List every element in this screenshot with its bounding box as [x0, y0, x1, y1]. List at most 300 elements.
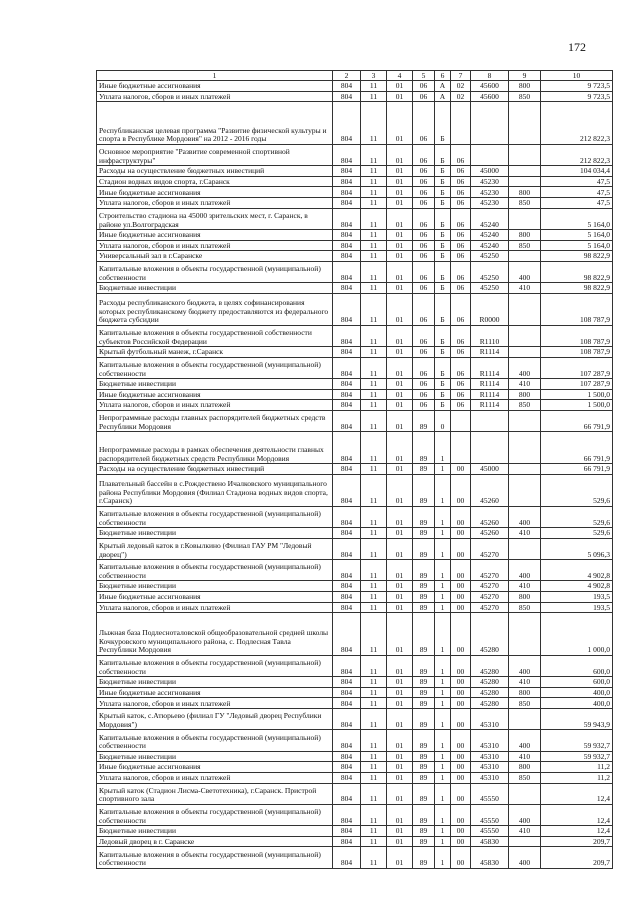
- cell-expense-type: 800: [509, 591, 541, 602]
- cell-subsection: 01: [387, 187, 413, 198]
- table-row: [97, 751, 613, 762]
- cell-section: 11: [361, 826, 387, 837]
- cell-program: 89: [413, 506, 435, 527]
- row-name: Капитальные вложения в объекты государственной (муниципальной) собственности: [97, 804, 333, 825]
- cell-subsection: 01: [387, 804, 413, 825]
- cell-activity: 00: [451, 602, 471, 613]
- cell-program: 89: [413, 591, 435, 602]
- cell-section: 11: [361, 251, 387, 262]
- cell-program: 89: [413, 687, 435, 698]
- cell-direction: 45280: [471, 677, 509, 688]
- cell-gov-code: 804: [333, 187, 361, 198]
- cell-subsection: 01: [387, 847, 413, 868]
- cell-subprogram: Б: [435, 325, 451, 346]
- cell-direction: 45310: [471, 709, 509, 730]
- cell-amount: 209,7: [541, 836, 613, 847]
- header-col-1: 1: [97, 71, 333, 81]
- cell-amount: 209,7: [541, 847, 613, 868]
- cell-expense-type: 410: [509, 283, 541, 294]
- cell-activity: 00: [451, 847, 471, 868]
- cell-section: 11: [361, 240, 387, 251]
- cell-subsection: 01: [387, 400, 413, 411]
- cell-section: 11: [361, 198, 387, 209]
- cell-program: 89: [413, 581, 435, 592]
- cell-direction: 45310: [471, 751, 509, 762]
- cell-section: 11: [361, 208, 387, 229]
- cell-subsection: 01: [387, 687, 413, 698]
- row-name: Иные бюджетные ассигнования: [97, 389, 333, 400]
- cell-section: 11: [361, 261, 387, 282]
- cell-expense-type: [509, 783, 541, 804]
- cell-expense-type: [509, 325, 541, 346]
- cell-program: 06: [413, 283, 435, 294]
- cell-section: 11: [361, 698, 387, 709]
- cell-direction: 45250: [471, 283, 509, 294]
- cell-activity: 00: [451, 762, 471, 773]
- header-col-7: 7: [451, 71, 471, 81]
- cell-activity: 00: [451, 804, 471, 825]
- cell-gov-code: 804: [333, 804, 361, 825]
- cell-direction: 45000: [471, 464, 509, 475]
- cell-section: 11: [361, 836, 387, 847]
- cell-section: 11: [361, 230, 387, 241]
- cell-subprogram: 1: [435, 826, 451, 837]
- cell-section: 11: [361, 91, 387, 102]
- cell-gov-code: 804: [333, 528, 361, 539]
- cell-program: 89: [413, 762, 435, 773]
- cell-gov-code: 804: [333, 698, 361, 709]
- cell-activity: 02: [451, 91, 471, 102]
- cell-section: 11: [361, 389, 387, 400]
- cell-subprogram: А: [435, 91, 451, 102]
- cell-gov-code: 804: [333, 730, 361, 751]
- cell-subprogram: 1: [435, 709, 451, 730]
- cell-section: 11: [361, 325, 387, 346]
- cell-expense-type: 850: [509, 240, 541, 251]
- cell-amount: 193,5: [541, 591, 613, 602]
- cell-program: 06: [413, 102, 435, 145]
- cell-gov-code: 804: [333, 474, 361, 506]
- cell-expense-type: 400: [509, 730, 541, 751]
- row-name: Капитальные вложения в объекты государственной (муниципальной) собственности: [97, 847, 333, 868]
- cell-activity: 06: [451, 251, 471, 262]
- cell-direction: 45550: [471, 783, 509, 804]
- row-name: Расходы на осуществление бюджетных инвестиций: [97, 166, 333, 177]
- cell-amount: 4 902,8: [541, 581, 613, 592]
- cell-subprogram: Б: [435, 283, 451, 294]
- cell-subprogram: Б: [435, 379, 451, 390]
- cell-amount: 5 096,3: [541, 538, 613, 559]
- cell-expense-type: 800: [509, 81, 541, 92]
- cell-expense-type: 410: [509, 751, 541, 762]
- cell-amount: 400,0: [541, 687, 613, 698]
- table-row: [97, 762, 613, 773]
- cell-activity: 00: [451, 474, 471, 506]
- cell-gov-code: 804: [333, 826, 361, 837]
- cell-activity: 06: [451, 283, 471, 294]
- cell-amount: 107 287,9: [541, 379, 613, 390]
- cell-direction: 45310: [471, 730, 509, 751]
- cell-subprogram: 1: [435, 847, 451, 868]
- cell-section: 11: [361, 538, 387, 559]
- cell-program: 89: [413, 698, 435, 709]
- cell-direction: 45280: [471, 698, 509, 709]
- cell-direction: 45550: [471, 826, 509, 837]
- cell-subsection: 01: [387, 613, 413, 656]
- cell-subsection: 01: [387, 325, 413, 346]
- cell-gov-code: 804: [333, 783, 361, 804]
- cell-activity: 06: [451, 325, 471, 346]
- cell-subsection: 01: [387, 538, 413, 559]
- cell-gov-code: 804: [333, 283, 361, 294]
- cell-gov-code: 804: [333, 251, 361, 262]
- cell-subprogram: Б: [435, 187, 451, 198]
- cell-direction: R1110: [471, 325, 509, 346]
- cell-section: 11: [361, 613, 387, 656]
- cell-program: 06: [413, 400, 435, 411]
- cell-direction: R1114: [471, 389, 509, 400]
- cell-activity: 06: [451, 208, 471, 229]
- table-row: [97, 655, 613, 676]
- cell-program: 89: [413, 410, 435, 431]
- cell-amount: 11,2: [541, 762, 613, 773]
- table-row: [97, 591, 613, 602]
- cell-direction: 45830: [471, 847, 509, 868]
- cell-subprogram: 0: [435, 410, 451, 431]
- cell-direction: 45230: [471, 198, 509, 209]
- cell-subsection: 01: [387, 102, 413, 145]
- cell-subprogram: Б: [435, 389, 451, 400]
- cell-subprogram: 1: [435, 698, 451, 709]
- cell-section: 11: [361, 751, 387, 762]
- cell-subsection: 01: [387, 81, 413, 92]
- cell-activity: 00: [451, 772, 471, 783]
- cell-direction: 45240: [471, 240, 509, 251]
- cell-subsection: 01: [387, 166, 413, 177]
- cell-program: 89: [413, 826, 435, 837]
- cell-subprogram: Б: [435, 102, 451, 145]
- cell-amount: 12,4: [541, 804, 613, 825]
- cell-activity: 06: [451, 357, 471, 378]
- row-name: Иные бюджетные ассигнования: [97, 187, 333, 198]
- cell-direction: 45310: [471, 762, 509, 773]
- cell-gov-code: 804: [333, 144, 361, 165]
- row-name: Бюджетные инвестиции: [97, 283, 333, 294]
- cell-activity: 00: [451, 464, 471, 475]
- row-name: Бюджетные инвестиции: [97, 826, 333, 837]
- cell-subprogram: 1: [435, 655, 451, 676]
- cell-activity: 06: [451, 389, 471, 400]
- row-name: Крытый каток, с.Атюрьево (филиал ГУ "Ледовый дворец Республики Мордовия"): [97, 709, 333, 730]
- cell-direction: 45310: [471, 772, 509, 783]
- cell-expense-type: 850: [509, 602, 541, 613]
- cell-gov-code: 804: [333, 325, 361, 346]
- cell-amount: 400,0: [541, 698, 613, 709]
- table-row: [97, 379, 613, 390]
- table-row: [97, 230, 613, 241]
- cell-amount: 1 500,0: [541, 400, 613, 411]
- cell-subprogram: 1: [435, 836, 451, 847]
- cell-section: 11: [361, 560, 387, 581]
- cell-activity: 00: [451, 826, 471, 837]
- cell-expense-type: 850: [509, 198, 541, 209]
- cell-subprogram: Б: [435, 357, 451, 378]
- row-name: Уплата налогов, сборов и иных платежей: [97, 91, 333, 102]
- cell-gov-code: 804: [333, 432, 361, 464]
- cell-subprogram: 1: [435, 730, 451, 751]
- cell-program: 06: [413, 240, 435, 251]
- cell-program: 89: [413, 655, 435, 676]
- cell-amount: 600,0: [541, 677, 613, 688]
- header-col-10: 10: [541, 71, 613, 81]
- cell-program: 89: [413, 602, 435, 613]
- cell-activity: 00: [451, 506, 471, 527]
- cell-program: 06: [413, 81, 435, 92]
- row-name: Капитальные вложения в объекты государственной собственности субъектов Российской Федерации: [97, 325, 333, 346]
- cell-activity: 00: [451, 560, 471, 581]
- header-col-6: 6: [435, 71, 451, 81]
- row-name: Строительство стадиона на 45000 зрительских мест, г. Саранск, в районе ул.Волгоградская: [97, 208, 333, 229]
- cell-gov-code: 804: [333, 293, 361, 325]
- cell-section: 11: [361, 655, 387, 676]
- cell-activity: 06: [451, 187, 471, 198]
- cell-subsection: 01: [387, 762, 413, 773]
- cell-amount: 9 723,5: [541, 81, 613, 92]
- cell-amount: 98 822,9: [541, 251, 613, 262]
- cell-activity: 06: [451, 166, 471, 177]
- cell-program: 06: [413, 357, 435, 378]
- cell-section: 11: [361, 379, 387, 390]
- cell-gov-code: 804: [333, 560, 361, 581]
- cell-amount: 108 787,9: [541, 325, 613, 346]
- cell-subprogram: Б: [435, 251, 451, 262]
- cell-program: 06: [413, 187, 435, 198]
- cell-subsection: 01: [387, 506, 413, 527]
- cell-program: 89: [413, 847, 435, 868]
- cell-amount: 1 000,0: [541, 613, 613, 656]
- cell-activity: 06: [451, 144, 471, 165]
- cell-gov-code: 804: [333, 677, 361, 688]
- cell-expense-type: [509, 102, 541, 145]
- cell-subprogram: Б: [435, 261, 451, 282]
- cell-program: 89: [413, 783, 435, 804]
- cell-activity: 02: [451, 81, 471, 92]
- cell-section: 11: [361, 357, 387, 378]
- header-col-2: 2: [333, 71, 361, 81]
- cell-program: 06: [413, 198, 435, 209]
- table-row: [97, 187, 613, 198]
- cell-amount: 107 287,9: [541, 357, 613, 378]
- cell-activity: [451, 102, 471, 145]
- cell-program: 89: [413, 538, 435, 559]
- cell-subsection: 01: [387, 432, 413, 464]
- row-name: Плавательный бассейн в с.Рождествено Ичалковского муниципального района Республики Мордовия (Филиал Стадиона водных видов спорта, г.Саранск): [97, 474, 333, 506]
- cell-section: 11: [361, 102, 387, 145]
- table-row: [97, 464, 613, 475]
- cell-section: 11: [361, 283, 387, 294]
- row-name: Капитальные вложения в объекты государственной (муниципальной) собственности: [97, 261, 333, 282]
- cell-amount: 47,5: [541, 187, 613, 198]
- cell-expense-type: 800: [509, 687, 541, 698]
- cell-subprogram: 1: [435, 474, 451, 506]
- header-col-5: 5: [413, 71, 435, 81]
- cell-subsection: 01: [387, 591, 413, 602]
- cell-expense-type: [509, 464, 541, 475]
- cell-subprogram: 1: [435, 613, 451, 656]
- cell-expense-type: [509, 474, 541, 506]
- cell-amount: 98 822,9: [541, 261, 613, 282]
- cell-gov-code: 804: [333, 581, 361, 592]
- row-name: Иные бюджетные ассигнования: [97, 230, 333, 241]
- cell-subsection: 01: [387, 176, 413, 187]
- cell-expense-type: [509, 208, 541, 229]
- cell-activity: 00: [451, 836, 471, 847]
- table-row: [97, 357, 613, 378]
- cell-direction: 45270: [471, 538, 509, 559]
- cell-activity: 00: [451, 591, 471, 602]
- table-row: [97, 251, 613, 262]
- page-number: 172: [568, 40, 586, 54]
- row-name: Непрограммные расходы главных распорядителей бюджетных средств Республики Мордовия: [97, 410, 333, 431]
- cell-subprogram: Б: [435, 240, 451, 251]
- cell-subprogram: Б: [435, 400, 451, 411]
- cell-program: 89: [413, 677, 435, 688]
- cell-expense-type: 850: [509, 400, 541, 411]
- cell-subsection: 01: [387, 709, 413, 730]
- cell-expense-type: 800: [509, 230, 541, 241]
- cell-section: 11: [361, 772, 387, 783]
- cell-subsection: 01: [387, 240, 413, 251]
- cell-amount: 212 822,3: [541, 144, 613, 165]
- cell-expense-type: [509, 432, 541, 464]
- cell-direction: [471, 102, 509, 145]
- cell-expense-type: 800: [509, 762, 541, 773]
- cell-subsection: 01: [387, 783, 413, 804]
- cell-activity: 06: [451, 400, 471, 411]
- cell-direction: 45550: [471, 804, 509, 825]
- cell-expense-type: 410: [509, 379, 541, 390]
- row-name: Иные бюджетные ассигнования: [97, 591, 333, 602]
- table-header-row: [97, 71, 613, 81]
- cell-expense-type: [509, 410, 541, 431]
- cell-section: 11: [361, 410, 387, 431]
- cell-section: 11: [361, 730, 387, 751]
- cell-amount: 59 932,7: [541, 730, 613, 751]
- cell-activity: 06: [451, 240, 471, 251]
- cell-activity: 00: [451, 655, 471, 676]
- table-row: [97, 208, 613, 229]
- cell-gov-code: 804: [333, 506, 361, 527]
- cell-program: 06: [413, 144, 435, 165]
- cell-subsection: 01: [387, 389, 413, 400]
- row-name: Уплата налогов, сборов и иных платежей: [97, 198, 333, 209]
- cell-program: 06: [413, 251, 435, 262]
- cell-gov-code: 804: [333, 347, 361, 358]
- cell-subsection: 01: [387, 261, 413, 282]
- cell-amount: 108 787,9: [541, 347, 613, 358]
- cell-activity: 00: [451, 687, 471, 698]
- cell-program: 06: [413, 166, 435, 177]
- cell-subsection: 01: [387, 198, 413, 209]
- row-name: Бюджетные инвестиции: [97, 528, 333, 539]
- cell-expense-type: 400: [509, 261, 541, 282]
- cell-expense-type: [509, 144, 541, 165]
- header-col-9: 9: [509, 71, 541, 81]
- header-col-4: 4: [387, 71, 413, 81]
- cell-gov-code: 804: [333, 410, 361, 431]
- cell-amount: 529,6: [541, 528, 613, 539]
- cell-subsection: 01: [387, 208, 413, 229]
- cell-subprogram: 1: [435, 581, 451, 592]
- cell-subsection: 01: [387, 230, 413, 241]
- cell-program: 89: [413, 528, 435, 539]
- cell-subprogram: 1: [435, 762, 451, 773]
- budget-table: [96, 70, 613, 869]
- cell-section: 11: [361, 528, 387, 539]
- row-name: Бюджетные инвестиции: [97, 677, 333, 688]
- cell-subsection: 01: [387, 91, 413, 102]
- cell-activity: 06: [451, 347, 471, 358]
- cell-subprogram: Б: [435, 166, 451, 177]
- cell-direction: R1114: [471, 400, 509, 411]
- cell-expense-type: 800: [509, 187, 541, 198]
- cell-program: 06: [413, 325, 435, 346]
- table-row: [97, 198, 613, 209]
- cell-program: 89: [413, 464, 435, 475]
- cell-activity: 00: [451, 581, 471, 592]
- table-row: [97, 826, 613, 837]
- table-row: [97, 709, 613, 730]
- cell-direction: R1114: [471, 357, 509, 378]
- cell-activity: 00: [451, 677, 471, 688]
- table-row: [97, 91, 613, 102]
- row-name: Уплата налогов, сборов и иных платежей: [97, 698, 333, 709]
- table-row: [97, 687, 613, 698]
- cell-section: 11: [361, 581, 387, 592]
- cell-expense-type: 850: [509, 772, 541, 783]
- table-row: [97, 261, 613, 282]
- cell-direction: 45000: [471, 166, 509, 177]
- cell-amount: 193,5: [541, 602, 613, 613]
- cell-subprogram: 1: [435, 804, 451, 825]
- table-row: [97, 293, 613, 325]
- cell-expense-type: 800: [509, 389, 541, 400]
- cell-subsection: 01: [387, 560, 413, 581]
- row-name: Капитальные вложения в объекты государственной (муниципальной) собственности: [97, 560, 333, 581]
- table-row: [97, 772, 613, 783]
- cell-direction: 45830: [471, 836, 509, 847]
- cell-amount: 5 164,0: [541, 240, 613, 251]
- cell-program: 06: [413, 230, 435, 241]
- cell-subsection: 01: [387, 730, 413, 751]
- cell-amount: 59 932,7: [541, 751, 613, 762]
- cell-section: 11: [361, 847, 387, 868]
- cell-section: 11: [361, 464, 387, 475]
- cell-gov-code: 804: [333, 751, 361, 762]
- cell-subprogram: Б: [435, 198, 451, 209]
- cell-gov-code: 804: [333, 762, 361, 773]
- cell-direction: 45270: [471, 581, 509, 592]
- cell-program: 06: [413, 208, 435, 229]
- row-name: Иные бюджетные ассигнования: [97, 81, 333, 92]
- cell-expense-type: 850: [509, 91, 541, 102]
- row-name: Расходы республиканского бюджета, в целях софинансирования которых республиканскому бюджету предоставляются из федерального бюджета субсидии: [97, 293, 333, 325]
- row-name: Расходы на осуществление бюджетных инвестиций: [97, 464, 333, 475]
- cell-gov-code: 804: [333, 208, 361, 229]
- cell-section: 11: [361, 400, 387, 411]
- table-row: [97, 400, 613, 411]
- cell-subprogram: 1: [435, 751, 451, 762]
